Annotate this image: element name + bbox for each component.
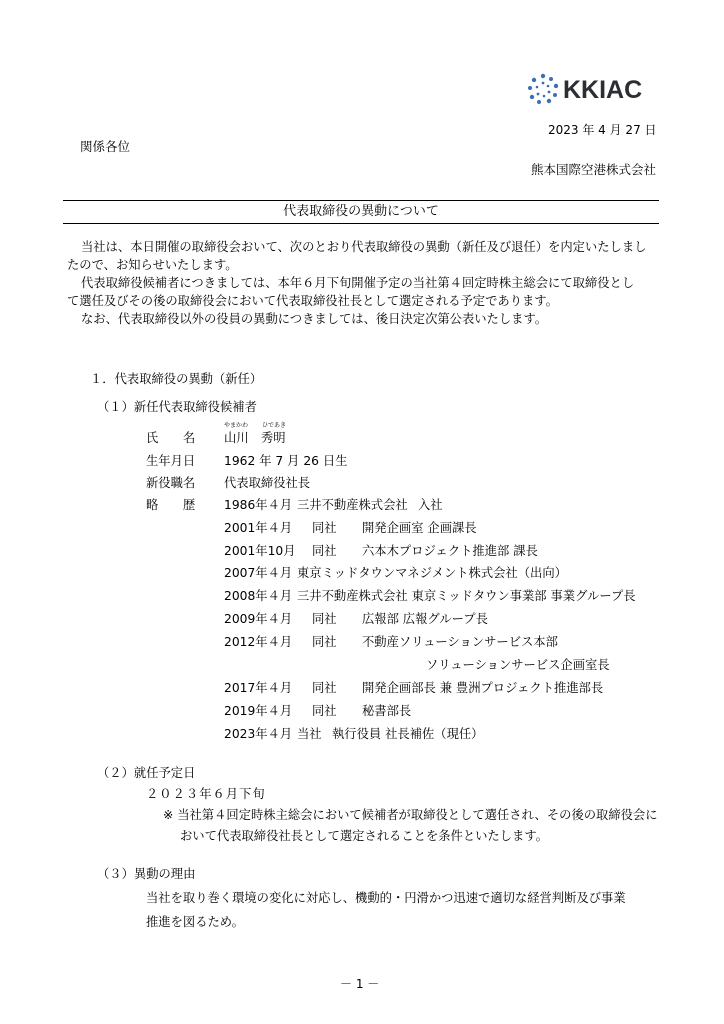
career-row-desc: 不動産ソリューションサービス本部	[362, 635, 558, 649]
career-row-date: 2017年４月	[224, 681, 293, 695]
career-row-org: 同社	[312, 635, 337, 649]
intro-paragraph-1-line-2: たので、お知らせいたします。	[67, 258, 238, 272]
subsection-1-heading: （１）新任代表取締役候補者	[97, 400, 257, 414]
page-number: － 1 －	[340, 977, 380, 991]
career-row-desc: 広報部 広報グループ長	[362, 612, 488, 626]
subsection-2-heading: （２）就任予定日	[97, 766, 196, 780]
career-row-org: 同社	[312, 681, 337, 695]
position-value: 代表取締役社長	[224, 476, 311, 490]
career-row-desc: 開発企画室 企画課長	[362, 521, 477, 535]
name-ruby-family: やまかわ	[224, 422, 249, 429]
career-label: 略 歴	[146, 498, 196, 512]
intro-paragraph-2-line-2: て選任及びその後の取締役会において代表取締役社長として選定される予定であります。	[67, 294, 558, 308]
title-box	[63, 200, 659, 224]
document-date: 2023 年 4 月 27 日	[548, 123, 657, 137]
dob-label: 生年月日	[146, 454, 196, 468]
career-row-desc: 開発企画部長 兼 豊洲プロジェクト推進部長	[362, 681, 604, 695]
career-row-org: 同社	[312, 544, 337, 558]
intro-paragraph-1-line-1: 当社は、本日開催の取締役会おいて、次のとおり代表取締役の異動（新任及び退任）を内定いたしまし	[81, 240, 647, 254]
career-row-org: 東京ミッドタウンマネジメント株式会社（出向）	[297, 566, 567, 580]
position-label: 新役職名	[146, 476, 196, 490]
career-row-desc-continued: ソリューションサービス企画室長	[426, 658, 610, 672]
career-row-date: 2023年４月	[224, 727, 293, 741]
section-heading: １．代表取締役の異動（新任）	[90, 372, 263, 386]
intro-paragraph-3: なお、代表取締役以外の役員の異動につきましては、後日決定次第公表いたします。	[81, 312, 548, 326]
career-row-date: 2001年４月	[224, 521, 293, 535]
career-row-desc: 秘書部長	[362, 704, 412, 718]
logo-star-icon	[525, 72, 561, 106]
career-row-org: 三井不動産株式会社	[297, 498, 408, 512]
recipient: 関係各位	[80, 139, 131, 154]
career-row-desc: 執行役員 社長補佐（現任）	[332, 727, 484, 741]
career-row-org: 三井不動産株式会社 東京ミッドタウン事業部 事業グループ長	[297, 589, 636, 603]
company-logo	[525, 72, 655, 106]
reason-line-2: 推進を図るため。	[146, 915, 244, 929]
start-date: ２０２３年６月下旬	[146, 787, 266, 801]
career-row-date: 2012年４月	[224, 635, 293, 649]
name-label: 氏 名	[146, 431, 196, 445]
career-row-org: 同社	[312, 612, 337, 626]
name-value: 山川 秀明	[224, 431, 286, 445]
career-row-date: 2007年４月	[224, 566, 293, 580]
career-row-date: 2008年４月	[224, 589, 293, 603]
career-row-date: 2001年10月	[224, 544, 296, 558]
career-row-desc: 六本木プロジェクト推進部 課長	[362, 544, 538, 558]
reason-line-1: 当社を取り巻く環境の変化に対応し、機動的・円滑かつ迅速で適切な経営判断及び事業	[146, 891, 626, 905]
career-row-desc: 入社	[418, 498, 443, 512]
name-ruby-given: ひであき	[262, 422, 287, 429]
page-title: 代表取締役の異動について	[283, 204, 439, 219]
dob-value: 1962 年 7 月 26 日生	[224, 454, 348, 468]
career-row-date: 1986年４月	[224, 498, 293, 512]
career-row-date: 2009年４月	[224, 612, 293, 626]
intro-paragraph-2-line-1: 代表取締役候補者につきましては、本年６月下旬開催予定の当社第４回定時株主総会にて取締役とし	[81, 276, 635, 290]
career-row-org: 同社	[312, 521, 337, 535]
career-row-date: 2019年４月	[224, 704, 293, 718]
note-line-2: おいて代表取締役社長として選定されることを条件といたします。	[180, 829, 548, 843]
note-line-1: ※ 当社第４回定時株主総会において候補者が取締役として選任され、その後の取締役会に	[163, 808, 658, 822]
subsection-3-heading: （３）異動の理由	[97, 867, 196, 881]
career-row-org: 同社	[312, 704, 337, 718]
company-name: 熊本国際空港株式会社	[531, 162, 657, 177]
logo-wordmark: KKIAC	[563, 76, 643, 104]
career-row-org: 当社	[297, 727, 322, 741]
